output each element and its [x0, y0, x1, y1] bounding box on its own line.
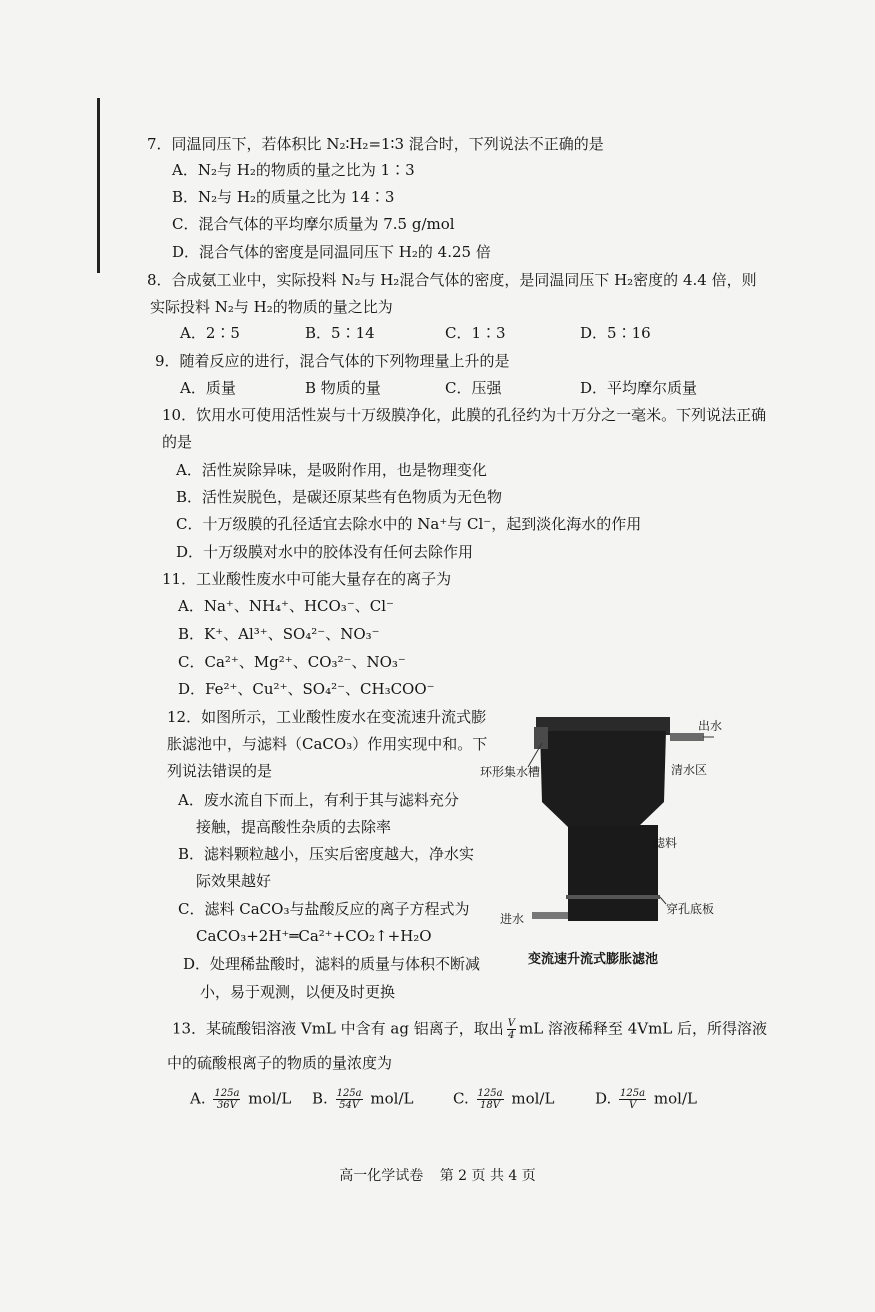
question-8-option-c: C．1∶3: [445, 324, 506, 342]
page-footer: [0, 1165, 875, 1185]
fraction-denominator: 54V: [339, 1100, 360, 1111]
question-13-option-a: [190, 1088, 291, 1111]
question-12-option-c-cont: CaCO₃+2H⁺═Ca²⁺+CO₂↑+H₂O: [196, 927, 432, 945]
question-13-option-c: [453, 1088, 554, 1111]
label-inlet: 进水: [500, 912, 525, 926]
question-10-option-b: B．活性炭脱色，是碳还原某些有色物质为无色物: [176, 488, 503, 506]
question-10-stem-cont: 的是: [162, 433, 193, 451]
question-12-option-d: D．处理稀盐酸时，滤料的质量与体积不断减: [183, 955, 481, 973]
question-9-stem: 9．随着反应的进行，混合气体的下列物理量上升的是: [155, 352, 510, 370]
label-clear-zone: 清水区: [671, 763, 708, 777]
outlet-pipe: [670, 733, 704, 741]
fraction-denominator: 18V: [480, 1100, 500, 1111]
filter-column: [568, 825, 658, 921]
label-perforated-plate: 穿孔底板: [666, 902, 715, 916]
option-letter: A.: [190, 1089, 206, 1108]
question-8-stem-cont: 实际投料 N₂与 H₂的物质的量之比为: [150, 298, 393, 316]
question-13-stem-part2: mL 溶液稀释至 4VmL 后，所得溶液: [518, 1019, 768, 1038]
question-7-option-d: D．混合气体的密度是同温同压下 H₂的 4.25 倍: [172, 243, 491, 261]
label-ring-channel: 环形集水槽: [480, 765, 541, 779]
option-fraction: [619, 1088, 646, 1111]
fraction-numerator: 125a: [620, 1088, 646, 1099]
question-9-option-d: D．平均摩尔质量: [580, 379, 698, 397]
question-7-option-b: B．N₂与 H₂的质量之比为 14∶3: [172, 188, 395, 206]
option-unit: mol/L: [511, 1089, 555, 1108]
question-9-options: [0, 378, 875, 400]
label-filter-media: 滤料: [653, 836, 678, 850]
option-unit: mol/L: [370, 1089, 414, 1108]
filter-tank-figure: [480, 707, 733, 982]
question-13-stem-cont: 中的硫酸根离子的物质的量浓度为: [167, 1054, 393, 1072]
option-letter: C.: [453, 1089, 469, 1108]
question-8-option-a: A．2∶5: [180, 324, 240, 342]
question-9-option-a: A．质量: [180, 379, 236, 397]
question-10-option-d: D．十万级膜对水中的胶体没有任何去除作用: [176, 543, 474, 561]
figure-caption: 变流速升流式膨胀滤池: [528, 952, 659, 967]
option-unit: mol/L: [653, 1089, 697, 1108]
question-8-option-d: D．5∶16: [580, 324, 651, 342]
inlet-pipe: [532, 912, 568, 919]
question-12-option-a: A．废水流自下而上，有利于其与滤料充分: [178, 791, 459, 809]
question-13-stem-part1: 13．某硫酸铝溶液 VmL 中含有 ag 铝离子，取出: [172, 1019, 504, 1038]
fraction-numerator: 125a: [214, 1088, 240, 1099]
footer-subject: 高一化学试卷: [339, 1168, 424, 1184]
question-13-option-d: [595, 1088, 697, 1111]
question-11-option-a: A．Na⁺、NH₄⁺、HCO₃⁻、Cl⁻: [178, 597, 394, 615]
question-13-stem: [172, 1018, 767, 1041]
fraction-numerator: 125a: [477, 1088, 503, 1099]
footer-page-number: 第 2 页 共 4 页: [439, 1168, 536, 1184]
question-12-stem-3: 列说法错误的是: [167, 762, 273, 780]
question-8-options: [0, 323, 875, 345]
question-11-option-b: B．K⁺、Al³⁺、SO₄²⁻、NO₃⁻: [178, 625, 380, 643]
question-13-options: [0, 1088, 875, 1118]
question-10-stem: 10．饮用水可使用活性炭与十万级膜净化，此膜的孔径约为十万分之一毫米。下列说法正确: [162, 406, 767, 424]
question-10-option-c: C．十万级膜的孔径适宜去除水中的 Na⁺与 Cl⁻，起到淡化海水的作用: [176, 515, 642, 533]
question-12-option-b: B．滤料颗粒越小，压实后密度越大，净水实: [178, 845, 475, 863]
question-12-option-c: C．滤料 CaCO₃与盐酸反应的离子方程式为: [178, 900, 470, 918]
fraction-numerator: V: [507, 1018, 515, 1029]
question-7-option-a: A．N₂与 H₂的物质的量之比为 1∶3: [172, 161, 415, 179]
option-fraction: [477, 1088, 504, 1111]
fraction-numerator: 125a: [336, 1088, 362, 1099]
margin-binding-mark: [97, 98, 100, 273]
question-11-option-d: D．Fe²⁺、Cu²⁺、SO₄²⁻、CH₃COO⁻: [178, 680, 435, 698]
clear-water-zone-shape: [540, 731, 666, 827]
question-13-option-b: [312, 1088, 414, 1111]
question-12-option-a-cont: 接触，提高酸性杂质的去除率: [196, 818, 392, 836]
option-letter: D.: [595, 1089, 612, 1108]
question-12-stem-1: 12．如图所示，工业酸性废水在变流速升流式膨: [167, 708, 487, 726]
question-10-option-a: A．活性炭除异味，是吸附作用，也是物理变化: [176, 461, 487, 479]
question-11-option-c: C．Ca²⁺、Mg²⁺、CO₃²⁻、NO₃⁻: [178, 653, 406, 671]
question-7-option-c: C．混合气体的平均摩尔质量为 7.5 g/mol: [172, 215, 455, 233]
question-11-stem: 11．工业酸性废水中可能大量存在的离子为: [162, 570, 452, 588]
perforated-plate-shape: [566, 895, 660, 899]
fraction-denominator: 36V: [216, 1100, 237, 1111]
question-9-option-b: B 物质的量: [305, 379, 381, 397]
option-fraction: [336, 1088, 363, 1111]
fraction-v-over-4: [507, 1018, 516, 1041]
option-fraction: [213, 1088, 240, 1111]
fraction-denominator: 4: [508, 1030, 515, 1041]
question-12-option-d-cont: 小，易于观测，以便及时更换: [200, 983, 396, 1001]
label-outlet: 出水: [698, 719, 723, 733]
question-12-option-b-cont: 际效果越好: [196, 872, 272, 890]
option-unit: mol/L: [248, 1089, 292, 1108]
question-7-stem: 7．同温同压下，若体积比 N₂∶H₂=1∶3 混合时，下列说法不正确的是: [147, 135, 604, 153]
question-9-option-c: C．压强: [445, 379, 502, 397]
fraction-denominator: V: [628, 1100, 637, 1111]
question-12-stem-2: 胀滤池中，与滤料（CaCO₃）作用实现中和。下: [167, 735, 488, 753]
question-8-option-b: B．5∶14: [305, 324, 375, 342]
question-8-stem: 8．合成氨工业中，实际投料 N₂与 H₂混合气体的密度，是同温同压下 H₂密度的 4.4 倍，则: [147, 271, 757, 289]
option-letter: B.: [312, 1089, 328, 1108]
